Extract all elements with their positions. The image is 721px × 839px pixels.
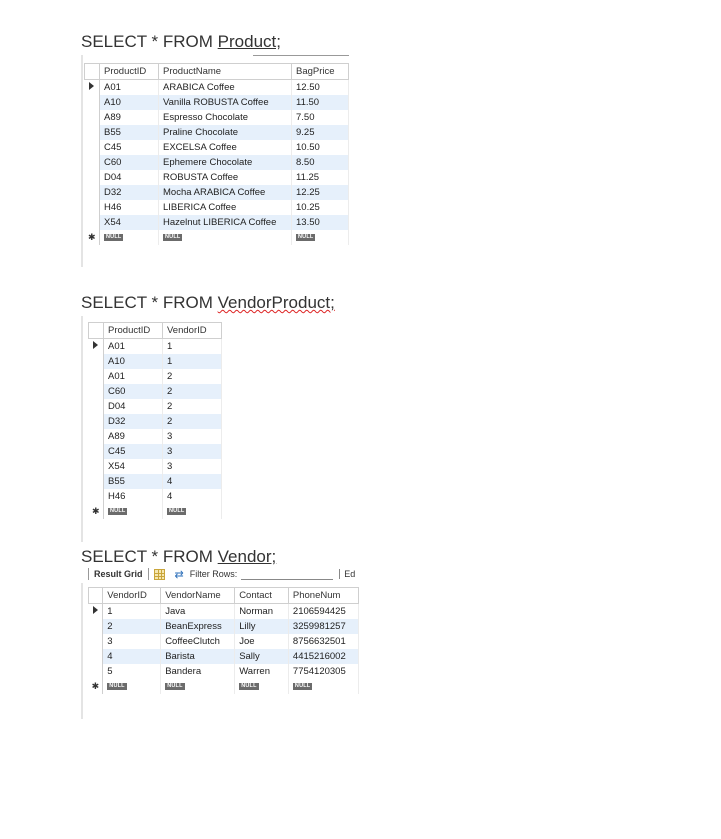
new-row-star-icon: ✱ bbox=[89, 679, 103, 694]
vendorproduct-result-panel bbox=[81, 316, 227, 542]
table-row[interactable] bbox=[89, 384, 222, 399]
table-cell[interactable]: D32 bbox=[100, 185, 159, 200]
table-cell[interactable]: Norman bbox=[235, 604, 289, 620]
column-header-phonenum[interactable]: PhoneNum bbox=[288, 588, 358, 604]
row-indicator bbox=[89, 399, 104, 414]
table-cell[interactable]: 11.50 bbox=[292, 95, 349, 110]
table-cell[interactable]: 2106594425 bbox=[288, 604, 358, 620]
table-row[interactable] bbox=[89, 414, 222, 429]
product-result-grid bbox=[84, 63, 349, 245]
table-row[interactable] bbox=[89, 619, 359, 634]
table-cell[interactable]: D04 bbox=[100, 170, 159, 185]
vendor-query-heading bbox=[81, 547, 276, 567]
query-prefix: SELECT * FROM bbox=[81, 293, 218, 312]
row-indicator bbox=[89, 664, 103, 679]
table-cell[interactable]: 2 bbox=[103, 619, 161, 634]
table-cell[interactable]: 1 bbox=[163, 354, 222, 369]
table-cell[interactable]: 2 bbox=[163, 399, 222, 414]
table-cell[interactable]: A01 bbox=[104, 339, 163, 355]
table-row[interactable] bbox=[89, 649, 359, 664]
row-indicator bbox=[85, 95, 100, 110]
vendorproduct-query-heading bbox=[81, 293, 335, 313]
null-badge[interactable]: NULL bbox=[167, 683, 183, 689]
table-cell[interactable]: A10 bbox=[100, 95, 159, 110]
table-cell[interactable]: A01 bbox=[104, 369, 163, 384]
table-cell[interactable]: B55 bbox=[104, 474, 163, 489]
column-header-productid[interactable]: ProductID bbox=[104, 323, 163, 339]
null-badge[interactable]: NULL bbox=[169, 508, 185, 514]
table-cell[interactable]: 3 bbox=[163, 444, 222, 459]
table-cell[interactable]: CoffeeClutch bbox=[161, 634, 235, 649]
table-row[interactable] bbox=[85, 125, 349, 140]
table-cell[interactable]: Warren bbox=[235, 664, 289, 679]
refresh-icon[interactable]: ⇄ bbox=[174, 568, 184, 581]
table-cell[interactable]: A10 bbox=[104, 354, 163, 369]
filter-rows-input[interactable] bbox=[241, 569, 333, 580]
product-table-name: Product; bbox=[217, 32, 281, 51]
null-badge[interactable]: NULL bbox=[298, 234, 314, 240]
row-indicator bbox=[89, 649, 103, 664]
table-row[interactable] bbox=[85, 110, 349, 125]
table-cell[interactable]: 4 bbox=[163, 474, 222, 489]
row-indicator bbox=[85, 215, 100, 230]
null-badge[interactable]: NULL bbox=[241, 683, 257, 689]
table-cell[interactable]: 13.50 bbox=[292, 215, 349, 230]
vendor-result-grid bbox=[88, 587, 359, 694]
table-cell[interactable]: 4415216002 bbox=[288, 649, 358, 664]
table-cell[interactable]: 8756632501 bbox=[288, 634, 358, 649]
table-row[interactable] bbox=[85, 155, 349, 170]
table-row[interactable] bbox=[89, 369, 222, 384]
table-cell[interactable]: ARABICA Coffee bbox=[159, 80, 292, 96]
table-row[interactable] bbox=[89, 489, 222, 504]
edit-button[interactable]: Ed bbox=[339, 569, 355, 579]
row-indicator-header bbox=[89, 323, 104, 339]
row-indicator bbox=[85, 200, 100, 215]
product-result-panel bbox=[81, 55, 351, 267]
row-indicator bbox=[85, 110, 100, 125]
current-row-arrow-icon bbox=[85, 80, 100, 96]
null-badge[interactable]: NULL bbox=[165, 234, 181, 240]
table-cell[interactable]: 7754120305 bbox=[288, 664, 358, 679]
table-cell[interactable]: 9.25 bbox=[292, 125, 349, 140]
current-row-arrow-icon bbox=[89, 604, 103, 620]
column-header-productname[interactable]: ProductName bbox=[159, 64, 292, 80]
row-indicator bbox=[85, 125, 100, 140]
table-cell[interactable]: 7.50 bbox=[292, 110, 349, 125]
row-indicator bbox=[89, 369, 104, 384]
vendor-table-name: Vendor; bbox=[217, 547, 277, 566]
vendorproduct-table-name: VendorProduct; bbox=[217, 293, 335, 312]
table-cell[interactable]: 4 bbox=[103, 649, 161, 664]
table-cell[interactable]: 2 bbox=[163, 369, 222, 384]
table-cell[interactable]: 12.25 bbox=[292, 185, 349, 200]
table-cell[interactable]: Vanilla ROBUSTA Coffee bbox=[159, 95, 292, 110]
new-row-star-icon: ✱ bbox=[89, 504, 104, 519]
row-indicator bbox=[89, 474, 104, 489]
table-row[interactable] bbox=[85, 215, 349, 230]
new-row[interactable] bbox=[89, 504, 222, 519]
current-row-arrow-icon bbox=[89, 339, 104, 355]
table-cell[interactable]: C60 bbox=[104, 384, 163, 399]
row-indicator bbox=[85, 170, 100, 185]
table-cell[interactable]: 1 bbox=[163, 339, 222, 355]
row-indicator bbox=[89, 384, 104, 399]
column-header-bagprice[interactable]: BagPrice bbox=[292, 64, 349, 80]
table-cell[interactable]: 10.25 bbox=[292, 200, 349, 215]
table-cell[interactable]: D04 bbox=[104, 399, 163, 414]
row-indicator bbox=[85, 140, 100, 155]
table-cell[interactable]: LIBERICA Coffee bbox=[159, 200, 292, 215]
table-cell[interactable]: H46 bbox=[104, 489, 163, 504]
column-header-contact[interactable]: Contact bbox=[235, 588, 289, 604]
table-row[interactable] bbox=[89, 664, 359, 679]
new-row[interactable] bbox=[85, 230, 349, 245]
null-badge[interactable]: NULL bbox=[294, 683, 311, 689]
table-row[interactable] bbox=[85, 95, 349, 110]
new-row-star-icon: ✱ bbox=[85, 230, 100, 245]
table-cell[interactable]: 3 bbox=[163, 429, 222, 444]
column-header-vendorname[interactable]: VendorName bbox=[161, 588, 235, 604]
table-cell[interactable]: A89 bbox=[100, 110, 159, 125]
table-cell[interactable]: X54 bbox=[104, 459, 163, 474]
table-cell[interactable]: 3259981257 bbox=[288, 619, 358, 634]
vendor-result-panel bbox=[81, 583, 359, 719]
row-indicator bbox=[89, 354, 104, 369]
table-cell[interactable]: Java bbox=[161, 604, 235, 620]
table-cell[interactable]: Espresso Chocolate bbox=[159, 110, 292, 125]
table-row[interactable] bbox=[85, 140, 349, 155]
table-cell[interactable]: Sally bbox=[235, 649, 289, 664]
table-row[interactable] bbox=[89, 604, 359, 620]
column-header-vendorid[interactable]: VendorID bbox=[163, 323, 222, 339]
table-row[interactable] bbox=[89, 444, 222, 459]
table-cell[interactable]: 1 bbox=[103, 604, 161, 620]
table-row[interactable] bbox=[89, 339, 222, 355]
table-cell[interactable]: 2 bbox=[163, 384, 222, 399]
new-row[interactable] bbox=[89, 679, 359, 694]
table-cell[interactable]: Barista bbox=[161, 649, 235, 664]
row-indicator bbox=[89, 414, 104, 429]
table-cell[interactable]: 11.25 bbox=[292, 170, 349, 185]
vendorproduct-result-grid bbox=[88, 322, 222, 519]
row-indicator bbox=[89, 634, 103, 649]
query-prefix: SELECT * FROM bbox=[81, 32, 218, 51]
table-row[interactable] bbox=[85, 185, 349, 200]
null-badge[interactable]: NULL bbox=[110, 508, 126, 514]
column-header-vendorid[interactable]: VendorID bbox=[103, 588, 161, 604]
row-indicator bbox=[89, 489, 104, 504]
table-cell[interactable]: D32 bbox=[104, 414, 163, 429]
row-indicator bbox=[89, 459, 104, 474]
filter-rows-label: Filter Rows: bbox=[189, 569, 238, 579]
row-indicator bbox=[89, 619, 103, 634]
table-cell[interactable]: 10.50 bbox=[292, 140, 349, 155]
table-cell[interactable]: Praline Chocolate bbox=[159, 125, 292, 140]
table-cell[interactable]: 3 bbox=[163, 459, 222, 474]
table-cell[interactable]: Lilly bbox=[235, 619, 289, 634]
table-cell[interactable]: 3 bbox=[103, 634, 161, 649]
row-indicator bbox=[85, 185, 100, 200]
table-cell[interactable]: Ephemere Chocolate bbox=[159, 155, 292, 170]
product-query-heading bbox=[81, 32, 281, 52]
table-row[interactable] bbox=[89, 354, 222, 369]
table-cell[interactable]: 4 bbox=[163, 489, 222, 504]
table-cell[interactable]: Bandera bbox=[161, 664, 235, 679]
table-cell[interactable]: A01 bbox=[100, 80, 159, 96]
table-cell[interactable]: EXCELSA Coffee bbox=[159, 140, 292, 155]
table-cell[interactable]: 8.50 bbox=[292, 155, 349, 170]
null-badge[interactable]: NULL bbox=[109, 683, 125, 689]
table-cell[interactable]: 2 bbox=[163, 414, 222, 429]
column-header-productid[interactable]: ProductID bbox=[100, 64, 159, 80]
table-row[interactable] bbox=[89, 399, 222, 414]
table-cell[interactable]: B55 bbox=[100, 125, 159, 140]
result-toolbar bbox=[88, 567, 355, 581]
table-cell[interactable]: A89 bbox=[104, 429, 163, 444]
table-row[interactable] bbox=[85, 200, 349, 215]
row-indicator-header bbox=[85, 64, 100, 80]
table-row[interactable] bbox=[85, 170, 349, 185]
row-indicator bbox=[89, 444, 104, 459]
table-cell[interactable]: C45 bbox=[104, 444, 163, 459]
table-row[interactable] bbox=[89, 459, 222, 474]
table-cell[interactable]: C60 bbox=[100, 155, 159, 170]
row-indicator bbox=[85, 155, 100, 170]
query-prefix: SELECT * FROM bbox=[81, 547, 218, 566]
table-cell[interactable]: H46 bbox=[100, 200, 159, 215]
row-indicator bbox=[89, 429, 104, 444]
table-row[interactable] bbox=[89, 634, 359, 649]
null-badge[interactable]: NULL bbox=[106, 234, 122, 240]
table-cell[interactable]: Joe bbox=[235, 634, 289, 649]
table-row[interactable] bbox=[89, 474, 222, 489]
table-cell[interactable]: BeanExpress bbox=[161, 619, 235, 634]
table-cell[interactable]: Hazelnut LIBERICA Coffee bbox=[159, 215, 292, 230]
table-cell[interactable]: C45 bbox=[100, 140, 159, 155]
table-row[interactable] bbox=[85, 80, 349, 96]
table-cell[interactable]: 5 bbox=[103, 664, 161, 679]
table-row[interactable] bbox=[89, 429, 222, 444]
table-cell[interactable]: X54 bbox=[100, 215, 159, 230]
table-cell[interactable]: Mocha ARABICA Coffee bbox=[159, 185, 292, 200]
table-cell[interactable]: ROBUSTA Coffee bbox=[159, 170, 292, 185]
table-cell[interactable]: 12.50 bbox=[292, 80, 349, 96]
grid-view-icon[interactable] bbox=[154, 569, 165, 580]
row-indicator-header bbox=[89, 588, 103, 604]
result-grid-tab[interactable]: Result Grid bbox=[94, 569, 143, 579]
